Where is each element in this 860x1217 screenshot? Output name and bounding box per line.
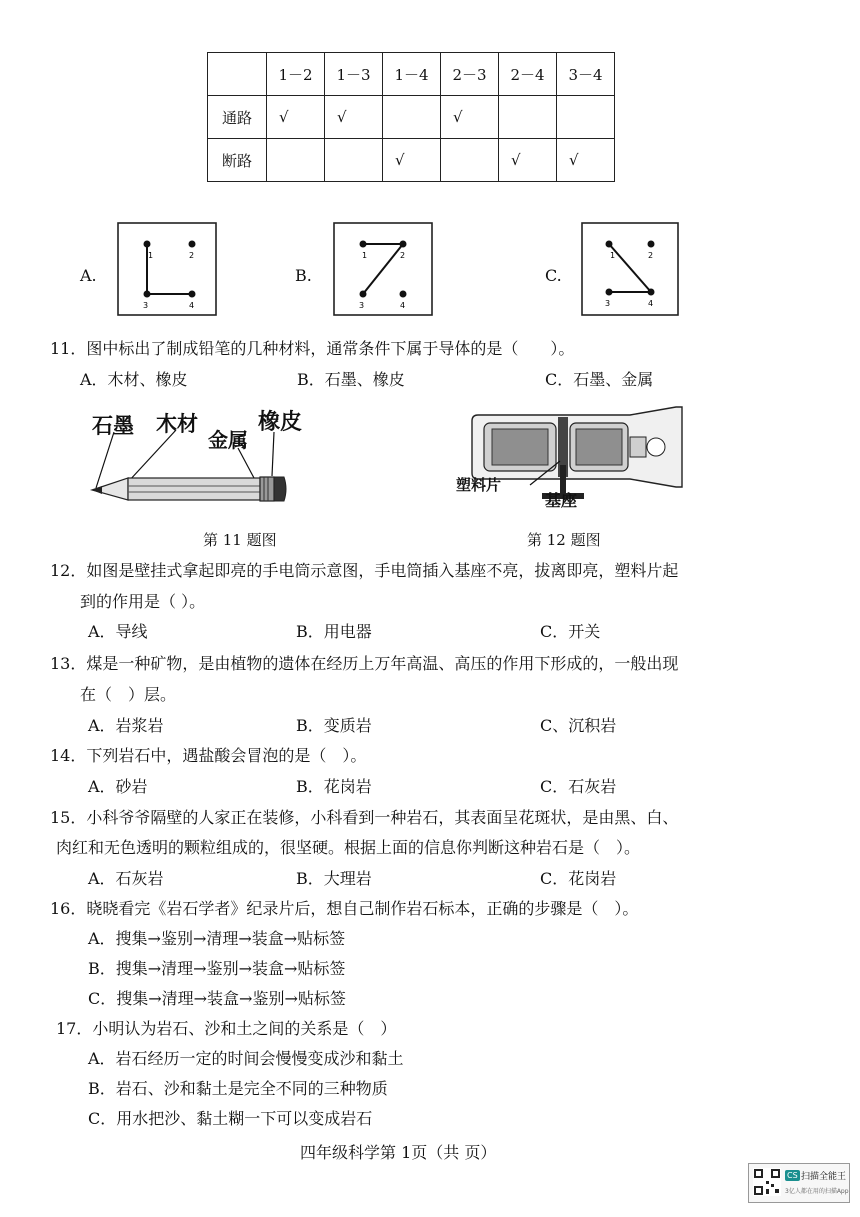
question-15-option-c: C．花岗岩: [540, 869, 617, 888]
scanner-watermark: [748, 1163, 850, 1203]
question-13-option-a: A．岩浆岩: [88, 716, 164, 735]
page-footer: 四年级科学第 1页（共 页）: [300, 1143, 497, 1162]
svg-text:1: 1: [610, 251, 616, 260]
table-row: [208, 96, 615, 139]
table-cell: [325, 139, 383, 182]
question-16-option-b: B．搜集→清理→鉴别→装盒→贴标签: [88, 959, 346, 978]
table-header-row: [208, 53, 615, 96]
table-cell: √: [267, 96, 325, 139]
svg-text:4: 4: [189, 301, 195, 310]
question-14-option-a: A．砂岩: [88, 777, 148, 796]
table-cell: √: [499, 139, 557, 182]
flashlight-label-base: 基座: [545, 491, 578, 510]
table-cell: [557, 96, 615, 139]
svg-text:1: 1: [362, 251, 368, 260]
svg-text:3: 3: [605, 299, 611, 308]
question-13-stem-line2: 在（ ）层。: [80, 685, 177, 704]
question-16-option-c: C．搜集→清理→装盒→鉴别→贴标签: [88, 989, 346, 1008]
question-15-option-a: A．石灰岩: [88, 869, 164, 888]
svg-text:1: 1: [148, 251, 154, 260]
table-cell: [383, 96, 441, 139]
flashlight-figure: [470, 405, 690, 510]
question-14-option-c: C．石灰岩: [540, 777, 617, 796]
svg-text:4: 4: [400, 301, 406, 310]
table-cell: √: [441, 96, 499, 139]
table-cell: [499, 96, 557, 139]
pencil-label-graphite: 石墨: [92, 413, 134, 438]
table-header-cell: 3－4: [557, 53, 615, 96]
svg-text:4: 4: [648, 299, 654, 308]
question-13-option-b: B．变质岩: [296, 716, 372, 735]
table-cell: √: [383, 139, 441, 182]
svg-text:3: 3: [359, 301, 365, 310]
question-11-stem: 11．图中标出了制成铅笔的几种材料，通常条件下属于导体的是（ ）。: [50, 339, 575, 358]
question-15-stem-line1: 15．小科爷爷隔壁的人家正在装修，小科看到一种岩石，其表面呈花斑状，是由黑、白、: [50, 808, 679, 827]
table-row: [208, 139, 615, 182]
option-c-label: C.: [545, 266, 562, 285]
table-header-cell: 2－4: [499, 53, 557, 96]
question-17-option-b: B．岩石、沙和黏土是完全不同的三种物质: [88, 1079, 388, 1098]
question-15-stem-line2: 肉红和无色透明的颗粒组成的，很坚硬。根据上面的信息你判断这种岩石是（ ）。: [56, 838, 641, 857]
question-12-stem-line1: 12．如图是壁挂式拿起即亮的手电筒示意图，手电筒插入基座不亮，拔离即亮，塑料片起: [50, 561, 679, 580]
table-header-cell: 1－4: [383, 53, 441, 96]
option-b-label: B.: [295, 266, 312, 285]
table-header-cell: [208, 53, 267, 96]
pencil-label-eraser: 橡皮: [258, 409, 303, 435]
question-14-option-b: B．花岗岩: [296, 777, 372, 796]
option-a-label: A.: [80, 266, 97, 285]
camscanner-logo-badge: CS: [787, 1171, 798, 1180]
question-17-stem: 17．小明认为岩石、沙和土之间的关系是（ ）: [56, 1019, 397, 1038]
question-12-option-a: A．导线: [88, 622, 148, 641]
flashlight-label-plastic: 塑料片: [456, 476, 502, 494]
question-11-option-b: B．石墨、橡皮: [297, 370, 405, 389]
question-16-stem: 16．晓晓看完《岩石学者》纪录片后，想自己制作岩石标本，正确的步骤是（ ）。: [50, 899, 639, 918]
figure-12-caption: 第 12 题图: [527, 531, 601, 549]
svg-text:2: 2: [400, 251, 406, 260]
table-header-cell: 1－2: [267, 53, 325, 96]
question-13-option-c: C、沉积岩: [540, 716, 617, 735]
pencil-label-metal: 金属: [208, 428, 248, 452]
question-11-option-c: C．石墨、金属: [545, 370, 654, 389]
diagram-option-b: [333, 222, 433, 316]
svg-text:3: 3: [143, 301, 149, 310]
question-12-option-b: B．用电器: [296, 622, 372, 641]
question-17-option-a: A．岩石经历一定的时间会慢慢变成沙和黏土: [88, 1049, 404, 1068]
table-cell: [267, 139, 325, 182]
question-17-option-c: C．用水把沙、黏土糊一下可以变成岩石: [88, 1109, 373, 1128]
svg-text:2: 2: [648, 251, 654, 260]
row-label: 断路: [208, 139, 267, 182]
figure-11-caption: 第 11 题图: [203, 531, 277, 549]
question-14-stem: 14．下列岩石中，遇盐酸会冒泡的是（ ）。: [50, 746, 367, 765]
circuit-table: [207, 52, 615, 182]
question-12-option-c: C．开关: [540, 622, 601, 641]
table-header-cell: 2－3: [441, 53, 499, 96]
question-15-option-b: B．大理岩: [296, 869, 372, 888]
qr-code-icon: [753, 1168, 781, 1196]
table-cell: √: [325, 96, 383, 139]
pencil-label-wood: 木材: [156, 411, 198, 436]
question-13-stem-line1: 13．煤是一种矿物，是由植物的遗体在经历上万年高温、高压的作用下形成的，一般出现: [50, 654, 679, 673]
question-11-option-a: A．木材、橡皮: [80, 370, 188, 389]
question-16-option-a: A．搜集→鉴别→清理→装盒→贴标签: [88, 929, 346, 948]
question-12-stem-line2: 到的作用是（ ）。: [80, 592, 206, 611]
table-cell: [441, 139, 499, 182]
diagram-option-c: [581, 222, 679, 316]
diagram-option-a: [117, 222, 217, 316]
row-label: 通路: [208, 96, 267, 139]
footer-clip: [0, 1143, 860, 1162]
camscanner-subtitle: 3亿人都在用的扫描App: [785, 1188, 849, 1195]
table-cell: √: [557, 139, 615, 182]
table-header-cell: 1－3: [325, 53, 383, 96]
camscanner-title: 扫描全能王: [801, 1172, 847, 1182]
svg-text:2: 2: [189, 251, 195, 260]
